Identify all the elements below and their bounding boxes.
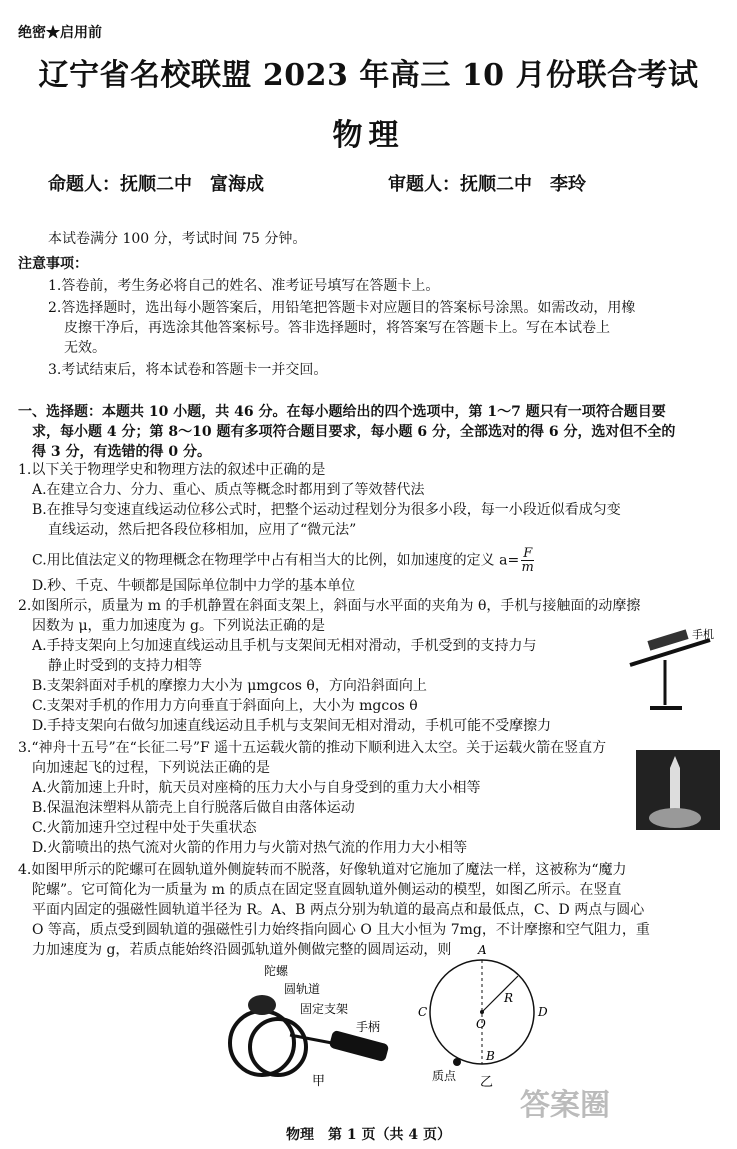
q1-option-b: B.在推导匀变速直线运动位移公式时，把整个运动过程划分为很多小段，每一小段近似看成匀变 [32, 502, 621, 518]
handle-label: 手柄 [356, 1020, 381, 1034]
particle-label: 质点 [432, 1069, 457, 1083]
notice-title: 注意事项： [18, 256, 88, 272]
watermark: 答案圈 [520, 1088, 610, 1123]
circular-track-figure [412, 940, 552, 1090]
q1-option-b-cont: 直线运动，然后把各段位移相加，应用了“微元法” [48, 522, 357, 538]
q2-option-b: B.支架斜面对手机的摩擦力大小为 μmgcos θ，方向沿斜面向上 [32, 678, 427, 694]
q2-option-c: C.支架对手机的作用力方向垂直于斜面向上，大小为 mgcos θ [32, 698, 418, 714]
spinning-top-icon [248, 995, 276, 1015]
track-label: 圆轨道 [284, 982, 321, 996]
page-footer: 物理 第 1 页（共 4 页） [286, 1127, 451, 1143]
fraction-denominator: m [521, 560, 534, 575]
q1-option-d: D.秒、千克、牛顿都是国际单位制中力学的基本单位 [32, 578, 356, 594]
center-point [480, 1010, 484, 1014]
radius-label: R [504, 991, 514, 1005]
q1-option-c-text: C.用比值法定义的物理概念在物理学中占有相当大的比例，如加速度的定义 a= [32, 552, 520, 569]
q3-stem-cont: 向加速起飞的过程，下列说法正确的是 [32, 760, 270, 776]
q3-option-c: C.火箭加速升空过程中处于失重状态 [32, 820, 257, 836]
figure-caption: 乙 [480, 1075, 494, 1090]
phone-stand-figure [620, 620, 720, 720]
q3-option-b: B.保温泡沫塑料从箭壳上自行脱落后做自由落体运动 [32, 800, 355, 816]
q3-option-d: D.火箭喷出的热气流对火箭的作用力与火箭对热气流的作用力大小相等 [32, 840, 468, 856]
notice-item: 1.答卷前，考生务必将自己的姓名、准考证号填写在答题卡上。 [48, 278, 440, 294]
acceleration-fraction [521, 547, 534, 574]
section-line: 求，每小题 4 分；第 8～10 题有多项符合题目要求，每小题 6 分，全部选对的得 6 分，选对但不全的 [32, 424, 676, 440]
setter: 命题人：抚顺二中 富海成 [48, 174, 264, 195]
q4-line: 陀螺”。它可简化为一质量为 m 的质点在固定竖直圆轨道外侧运动的模型，如图乙所示。在竖直 [32, 882, 622, 898]
stand-label: 固定支架 [300, 1002, 349, 1016]
q3-option-a: A.火箭加速上升时，航天员对座椅的压力大小与自身受到的重力大小相等 [32, 780, 481, 796]
section-line: 得 3 分，有选错的得 0 分。 [32, 444, 211, 460]
point-a-label: A [478, 943, 487, 957]
score-info: 本试卷满分 100 分，考试时间 75 分钟。 [48, 231, 307, 247]
notice-item: 皮擦干净后，再选涂其他答案标号。答非选择题时，将答案写在答题卡上。写在本试卷上 [64, 320, 610, 336]
author-line [48, 170, 688, 196]
q4-line: 4.如图甲所示的陀螺可在圆轨道外侧旋转而不脱落，好像轨道对它施加了魔法一样，这被称为“魔力 [18, 862, 627, 878]
exam-title: 辽宁省名校联盟 2023 年高三 10 月份联合考试 [38, 58, 699, 93]
q1-option-a: A.在建立合力、分力、重心、质点等概念时都用到了等效替代法 [32, 482, 425, 498]
top-label: 陀螺 [264, 964, 289, 978]
q1-option-c [32, 547, 712, 574]
point-c-label: C [418, 1005, 428, 1019]
q2-option-a-cont: 静止时受到的支持力相等 [48, 658, 202, 674]
particle-point [453, 1058, 461, 1066]
subject-title: 物理 [332, 118, 405, 153]
q4-line: 力加速度为 g，若质点能始终沿圆弧轨道外侧做完整的圆周运动，则 [32, 942, 452, 958]
fraction-numerator: F [523, 546, 533, 561]
q2-stem: 2.如图所示，质量为 m 的手机静置在斜面支架上，斜面与水平面的夹角为 θ，手机与接触面的动摩擦 [18, 598, 641, 614]
q2-stem-cont: 因数为 μ，重力加速度为 g。下列说法正确的是 [32, 618, 325, 634]
figure-caption: 甲 [312, 1074, 326, 1089]
rocket-photo [636, 750, 720, 830]
q2-option-a: A.手持支架向上匀加速直线运动且手机与支架间无相对滑动，手机受到的支持力与 [32, 638, 537, 654]
q3-stem: 3.“神舟十五号”在“长征二号”F 遥十五运载火箭的推动下顺利进入太空。关于运载火箭在竖直方 [18, 740, 607, 756]
track-ring [250, 1019, 306, 1075]
notice-item: 3.考试结束后，将本试卷和答题卡一并交回。 [48, 362, 328, 378]
magic-top-figure [220, 955, 420, 1095]
phone-label: 手机 [692, 628, 714, 641]
point-b-label: B [486, 1049, 495, 1063]
reviewer: 审题人：抚顺二中 李玲 [388, 174, 586, 195]
confidential-label: 绝密★启用前 [18, 25, 102, 41]
q1-stem: 1.以下关于物理学史和物理方法的叙述中正确的是 [18, 462, 326, 478]
section-line: 一、选择题：本题共 10 小题，共 46 分。在每小题给出的四个选项中，第 1～7 题只有一项符合题目要 [18, 404, 666, 420]
q2-option-d: D.手持支架向右做匀加速直线运动且手机与支架间无相对滑动，手机可能不受摩擦力 [32, 718, 552, 734]
q4-line: 平面内固定的强磁性圆轨道半径为 R。A、B 两点分别为轨道的最高点和最低点，C、D 两点与圆心 [32, 902, 645, 918]
handle-shape [329, 1030, 390, 1062]
section-one-instructions [18, 402, 718, 462]
notice-item: 无效。 [64, 340, 106, 356]
point-d-label: D [538, 1005, 548, 1019]
rocket-icon [636, 750, 720, 830]
point-o-label: O [476, 1017, 486, 1031]
notice-item: 2.答选择题时，选出每小题答案后，用铅笔把答题卡对应题目的答案标号涂黑。如需改动，用橡 [48, 300, 636, 316]
q4-line: O 等高，质点受到圆轨道的强磁性引力始终指向圆心 O 且大小恒为 7mg，不计摩擦和空气阻力，重 [32, 922, 650, 938]
